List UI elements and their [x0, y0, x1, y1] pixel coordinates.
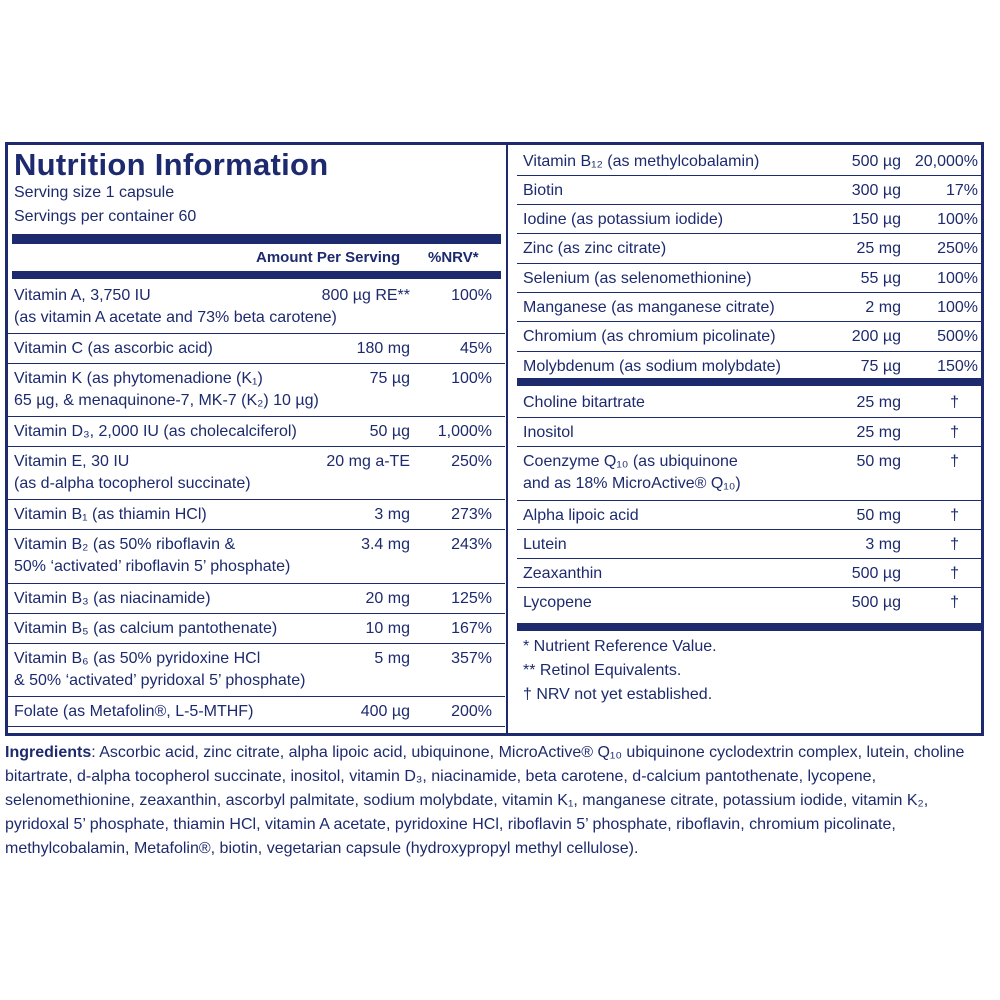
nutrient-row [8, 697, 505, 727]
nutrient-row [8, 334, 505, 364]
nutrient-nrv: 243% [451, 536, 492, 553]
nutrient-amount: 3.4 mg [361, 536, 410, 553]
nutrient-nrv: 125% [451, 590, 492, 607]
nutrient-nrv: 500% [937, 328, 978, 345]
nutrient-amount: 2 mg [865, 299, 901, 316]
nutrient-nrv: 250% [937, 240, 978, 257]
nutrient-source: 65 µg, & menaquinone-7, MK-7 (K₂) 10 µg) [14, 392, 319, 409]
nutrient-row [517, 147, 981, 176]
nutrient-nrv: † [950, 536, 959, 553]
nutrient-row [517, 447, 981, 501]
nutrient-amount: 50 mg [856, 453, 901, 470]
nutrient-row [517, 264, 981, 293]
nutrient-row [8, 281, 505, 334]
right-column [517, 145, 981, 733]
nutrient-name: Vitamin A, 3,750 IU [14, 287, 151, 304]
nutrient-name: Inositol [523, 424, 574, 441]
nutrient-amount: 25 mg [856, 424, 901, 441]
nutrient-amount: 300 µg [851, 182, 901, 199]
nutrient-row [517, 234, 981, 264]
nutrient-nrv: 100% [937, 299, 978, 316]
nutrient-row [8, 584, 505, 614]
servings-per-container: Servings per container 60 [14, 208, 197, 225]
nutrient-nrv: 100% [451, 287, 492, 304]
nutrient-name: Chromium (as chromium picolinate) [523, 328, 776, 345]
column-divider [506, 145, 508, 733]
nutrient-nrv: 100% [937, 211, 978, 228]
header-bar [12, 234, 501, 244]
nutrient-name: Lutein [523, 536, 567, 553]
nutrient-row [517, 293, 981, 322]
nutrient-row [8, 530, 505, 584]
nutrient-row [517, 501, 981, 530]
nutrient-name: Vitamin B₃ (as niacinamide) [14, 590, 211, 607]
nutrient-nrv: † [950, 394, 959, 411]
nutrient-name: Vitamin C (as ascorbic acid) [14, 340, 213, 357]
nutrient-amount: 75 µg [369, 370, 410, 387]
nutrient-name: Alpha lipoic acid [523, 507, 639, 524]
nutrient-nrv: 45% [459, 340, 492, 357]
nutrient-amount: 500 µg [851, 594, 901, 611]
nutrient-amount: 50 µg [369, 423, 410, 440]
nutrient-amount: 20 mg [365, 590, 410, 607]
nutrient-amount: 25 mg [856, 394, 901, 411]
nutrient-row [8, 447, 505, 500]
nutrient-amount: 200 µg [851, 328, 901, 345]
nutrient-name: Selenium (as selenomethionine) [523, 270, 752, 287]
nutrient-row [517, 322, 981, 352]
nutrient-name: Vitamin B₅ (as calcium pantothenate) [14, 620, 278, 637]
nutrient-name: Vitamin B₆ (as 50% pyridoxine HCl [14, 650, 261, 667]
nutrient-name: Lycopene [523, 594, 592, 611]
nutrient-name: Manganese (as manganese citrate) [523, 299, 775, 316]
nutrient-nrv: † [950, 424, 959, 441]
nutrient-name: Folate (as Metafolin®, L-5-MTHF) [14, 703, 254, 720]
nutrient-nrv: 100% [451, 370, 492, 387]
nutrient-nrv: 273% [451, 506, 492, 523]
nutrient-nrv: 250% [451, 453, 492, 470]
ingredients-text: : Ascorbic acid, zinc citrate, alpha lipoic acid, ubiquinone, MicroActive® Q₁₀ ubiquinone cyclodextrin complex, lutein, choline bitartrate, d-alpha tocopherol succinate, inositol, vitamin D₃, niacinamide, beta carotene, d-calcium pantothenate, lycopene, selenomethionine, zeaxanthin, ascorbyl palmitate, sodium molybdate, vitamin K₁, manganese citrate, potassium iodide, vitamin K₂, pyridoxal 5’ phosphate, thiamin HCl, vitamin A acetate, pyridoxine HCl, riboflavin 5’ phosphate, riboflavin, chromium picolinate, methylcobalamin, Metafolin®, biotin, vegetarian capsule (hydroxypropyl methyl cellulose). [5, 744, 965, 857]
nutrient-row [8, 644, 505, 697]
amount-header: Amount Per Serving [256, 249, 401, 266]
nutrient-row [517, 176, 981, 205]
nutrient-source: (as d-alpha tocopherol succinate) [14, 475, 251, 492]
nutrient-amount: 25 mg [856, 240, 901, 257]
nutrient-row [8, 364, 505, 417]
ingredients-paragraph [5, 741, 990, 861]
ingredients-label: Ingredients [5, 744, 92, 761]
nutrient-name: Vitamin E, 30 IU [14, 453, 130, 470]
nutrient-amount: 3 mg [374, 506, 410, 523]
nutrition-panel [5, 142, 984, 736]
nutrient-source: and as 18% MicroActive® Q₁₀) [523, 475, 741, 492]
serving-size: Serving size 1 capsule [14, 184, 175, 201]
nutrient-name: Zinc (as zinc citrate) [523, 240, 667, 257]
nutrient-nrv: 20,000% [914, 153, 978, 170]
nutrient-amount: 3 mg [865, 536, 901, 553]
nutrient-row [8, 614, 505, 644]
nutrient-name: Vitamin D₃, 2,000 IU (as cholecalciferol) [14, 423, 297, 440]
nutrient-name: Vitamin B₁₂ (as methylcobalamin) [523, 153, 760, 170]
nutrient-source: 50% ‘activated’ riboflavin 5’ phosphate) [14, 558, 291, 575]
nutrient-name: Molybdenum (as sodium molybdate) [523, 358, 781, 375]
nutrient-name: Iodine (as potassium iodide) [523, 211, 724, 228]
nutrient-source: & 50% ‘activated’ pyridoxal 5’ phosphate) [14, 672, 306, 689]
nutrient-nrv: 200% [451, 703, 492, 720]
nutrient-amount: 800 µg RE** [321, 287, 410, 304]
nutrient-row [517, 388, 981, 418]
nutrient-amount: 20 mg a-TE [326, 453, 410, 470]
nutrient-row [8, 417, 505, 447]
nutrient-amount: 55 µg [860, 270, 901, 287]
nutrient-amount: 150 µg [851, 211, 901, 228]
nutrient-nrv: 150% [937, 358, 978, 375]
panel-title: Nutrition Information [14, 147, 329, 182]
nrv-header: %NRV* [428, 249, 479, 266]
nutrient-row [517, 418, 981, 447]
nutrient-row [517, 530, 981, 559]
nutrient-amount: 75 µg [860, 358, 901, 375]
nutrient-nrv: 167% [451, 620, 492, 637]
footnote-nrv: * Nutrient Reference Value. [523, 638, 717, 655]
footnote-not-established: † NRV not yet established. [523, 686, 713, 703]
nutrient-row [517, 559, 981, 588]
nutrient-amount: 500 µg [851, 565, 901, 582]
nutrient-amount: 400 µg [360, 703, 410, 720]
nutrient-nrv: † [950, 565, 959, 582]
nutrient-name: Biotin [523, 182, 564, 199]
footnote-retinol: ** Retinol Equivalents. [523, 662, 682, 679]
nutrient-nrv: † [950, 594, 959, 611]
nutrient-source: (as vitamin A acetate and 73% beta carotene) [14, 309, 337, 326]
nutrient-row [8, 500, 505, 530]
nutrient-nrv: † [950, 507, 959, 524]
nutrient-row [517, 205, 981, 234]
nutrient-nrv: 1,000% [437, 423, 492, 440]
nutrient-amount: 500 µg [851, 153, 901, 170]
header-rule [12, 271, 501, 279]
nutrient-amount: 50 mg [856, 507, 901, 524]
nutrient-name: Vitamin B₂ (as 50% riboflavin & [14, 536, 236, 553]
section-rule [517, 378, 981, 386]
nutrient-name: Zeaxanthin [523, 565, 603, 582]
nutrient-nrv: † [950, 453, 959, 470]
nutrient-amount: 180 mg [356, 340, 410, 357]
nutrient-nrv: 357% [451, 650, 492, 667]
nutrient-nrv: 17% [945, 182, 978, 199]
nutrient-row [517, 588, 981, 617]
footnote-rule [517, 623, 981, 631]
nutrient-name: Vitamin K (as phytomenadione (K₁) [14, 370, 263, 387]
left-column [8, 145, 505, 733]
nutrient-name: Vitamin B₁ (as thiamin HCl) [14, 506, 207, 523]
nutrient-nrv: 100% [937, 270, 978, 287]
nutrient-amount: 10 mg [365, 620, 410, 637]
nutrient-name: Coenzyme Q₁₀ (as ubiquinone [523, 453, 738, 470]
nutrient-amount: 5 mg [374, 650, 410, 667]
nutrient-name: Choline bitartrate [523, 394, 645, 411]
